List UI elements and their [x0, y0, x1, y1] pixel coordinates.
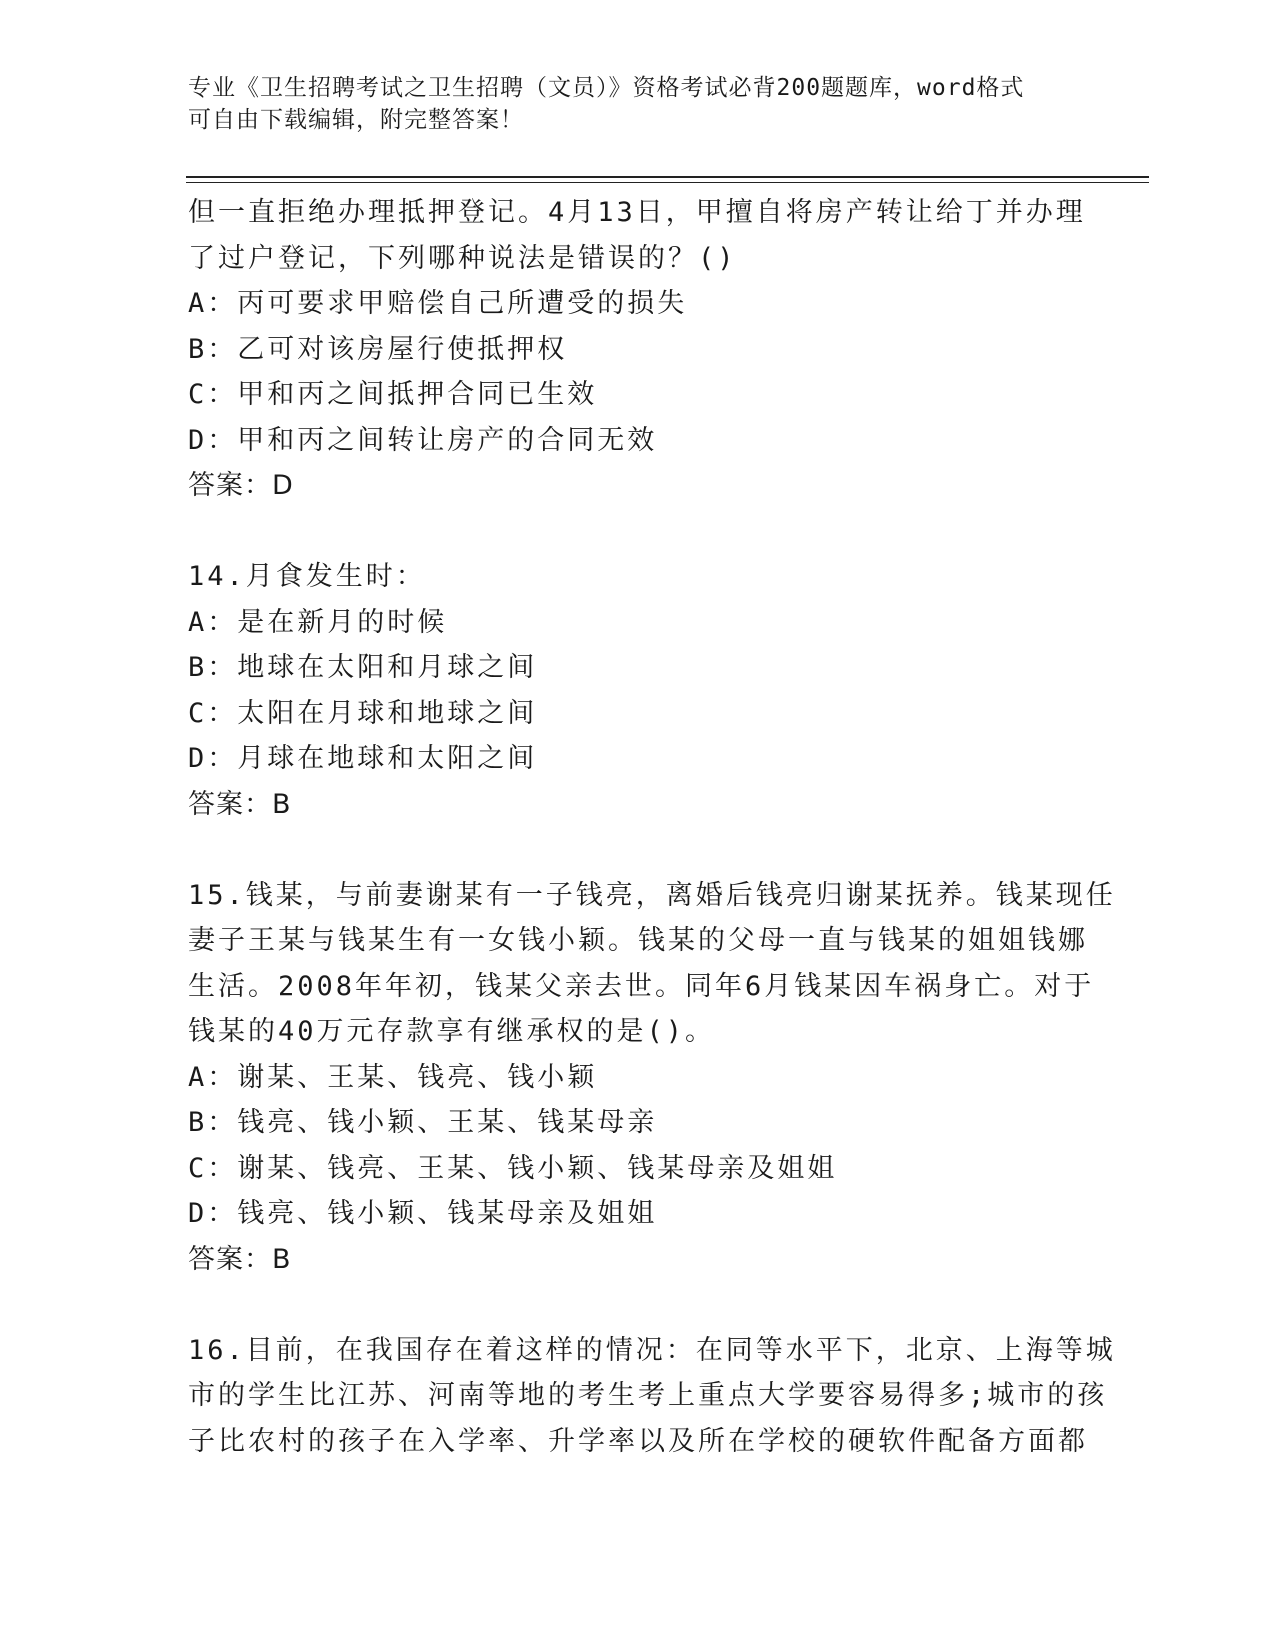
- question-stem-line: 钱某的40万元存款享有继承权的是()。: [188, 1016, 716, 1047]
- question-stem-line: 15.钱某，与前妻谢某有一子钱亮，离婚后钱亮归谢某抚养。钱某现任: [188, 879, 1116, 911]
- option-d: D：月球在地球和太阳之间: [188, 743, 538, 774]
- option-d: D：钱亮、钱小颖、钱某母亲及姐姐: [188, 1198, 658, 1229]
- question-stem-line: 16.目前，在我国存在着这样的情况：在同等水平下，北京、上海等城: [188, 1334, 1116, 1366]
- option-b: B：乙可对该房屋行使抵押权: [188, 333, 568, 365]
- question-stem-line: 妻子王某与钱某生有一女钱小颖。钱某的父母一直与钱某的姐姐钱娜: [188, 925, 1088, 956]
- question-13: [188, 190, 1088, 509]
- question-stem-line: 市的学生比江苏、河南等地的考生考上重点大学要容易得多;城市的孩: [188, 1380, 1108, 1411]
- option-c: C：谢某、钱亮、王某、钱小颖、钱某母亲及姐姐: [188, 1152, 838, 1184]
- option-a: A：丙可要求甲赔偿自己所遭受的损失: [188, 288, 688, 319]
- option-a: A：谢某、王某、钱亮、钱小颖: [188, 1061, 598, 1093]
- option-d: D：甲和丙之间转让房产的合同无效: [188, 424, 658, 456]
- question-stem-line: 但一直拒绝办理抵押登记。4月13日，甲擅自将房产转让给丁并办理: [188, 197, 1086, 228]
- header-title-line-1: 专业《卫生招聘考试之卫生招聘（文员）》资格考试必背200题题库，word格式: [188, 75, 1025, 101]
- question-16: [188, 1328, 1116, 1465]
- spacer: [188, 827, 1088, 873]
- question-stem-line: 14.月食发生时：: [188, 561, 426, 592]
- document-header: [188, 72, 1088, 136]
- option-a: A：是在新月的时候: [188, 606, 448, 638]
- spacer: [188, 1282, 1088, 1328]
- header-divider-thin: [186, 182, 1149, 183]
- option-c: C：太阳在月球和地球之间: [188, 697, 538, 729]
- document-body: [188, 190, 1116, 1464]
- option-b: B：地球在太阳和月球之间: [188, 652, 538, 683]
- answer-label: 答案：D: [188, 470, 294, 501]
- option-b: B：钱亮、钱小颖、王某、钱某母亲: [188, 1107, 658, 1138]
- option-c: C：甲和丙之间抵押合同已生效: [188, 379, 598, 410]
- question-stem-line: 了过户登记，下列哪种说法是错误的？(): [188, 242, 737, 274]
- question-15: [188, 873, 1116, 1283]
- question-14: [188, 554, 1088, 827]
- question-stem-line: 子比农村的孩子在入学率、升学率以及所在学校的硬软件配备方面都: [188, 1425, 1088, 1457]
- answer-label: 答案：B: [188, 1243, 292, 1275]
- header-title-line-2: 可自由下载编辑，附完整答案！: [188, 107, 524, 133]
- spacer: [188, 509, 1088, 555]
- question-stem-line: 生活。2008年年初，钱某父亲去世。同年6月钱某因车祸身亡。对于: [188, 970, 1095, 1002]
- header-divider-thick: [186, 176, 1149, 178]
- answer-label: 答案：B: [188, 788, 292, 820]
